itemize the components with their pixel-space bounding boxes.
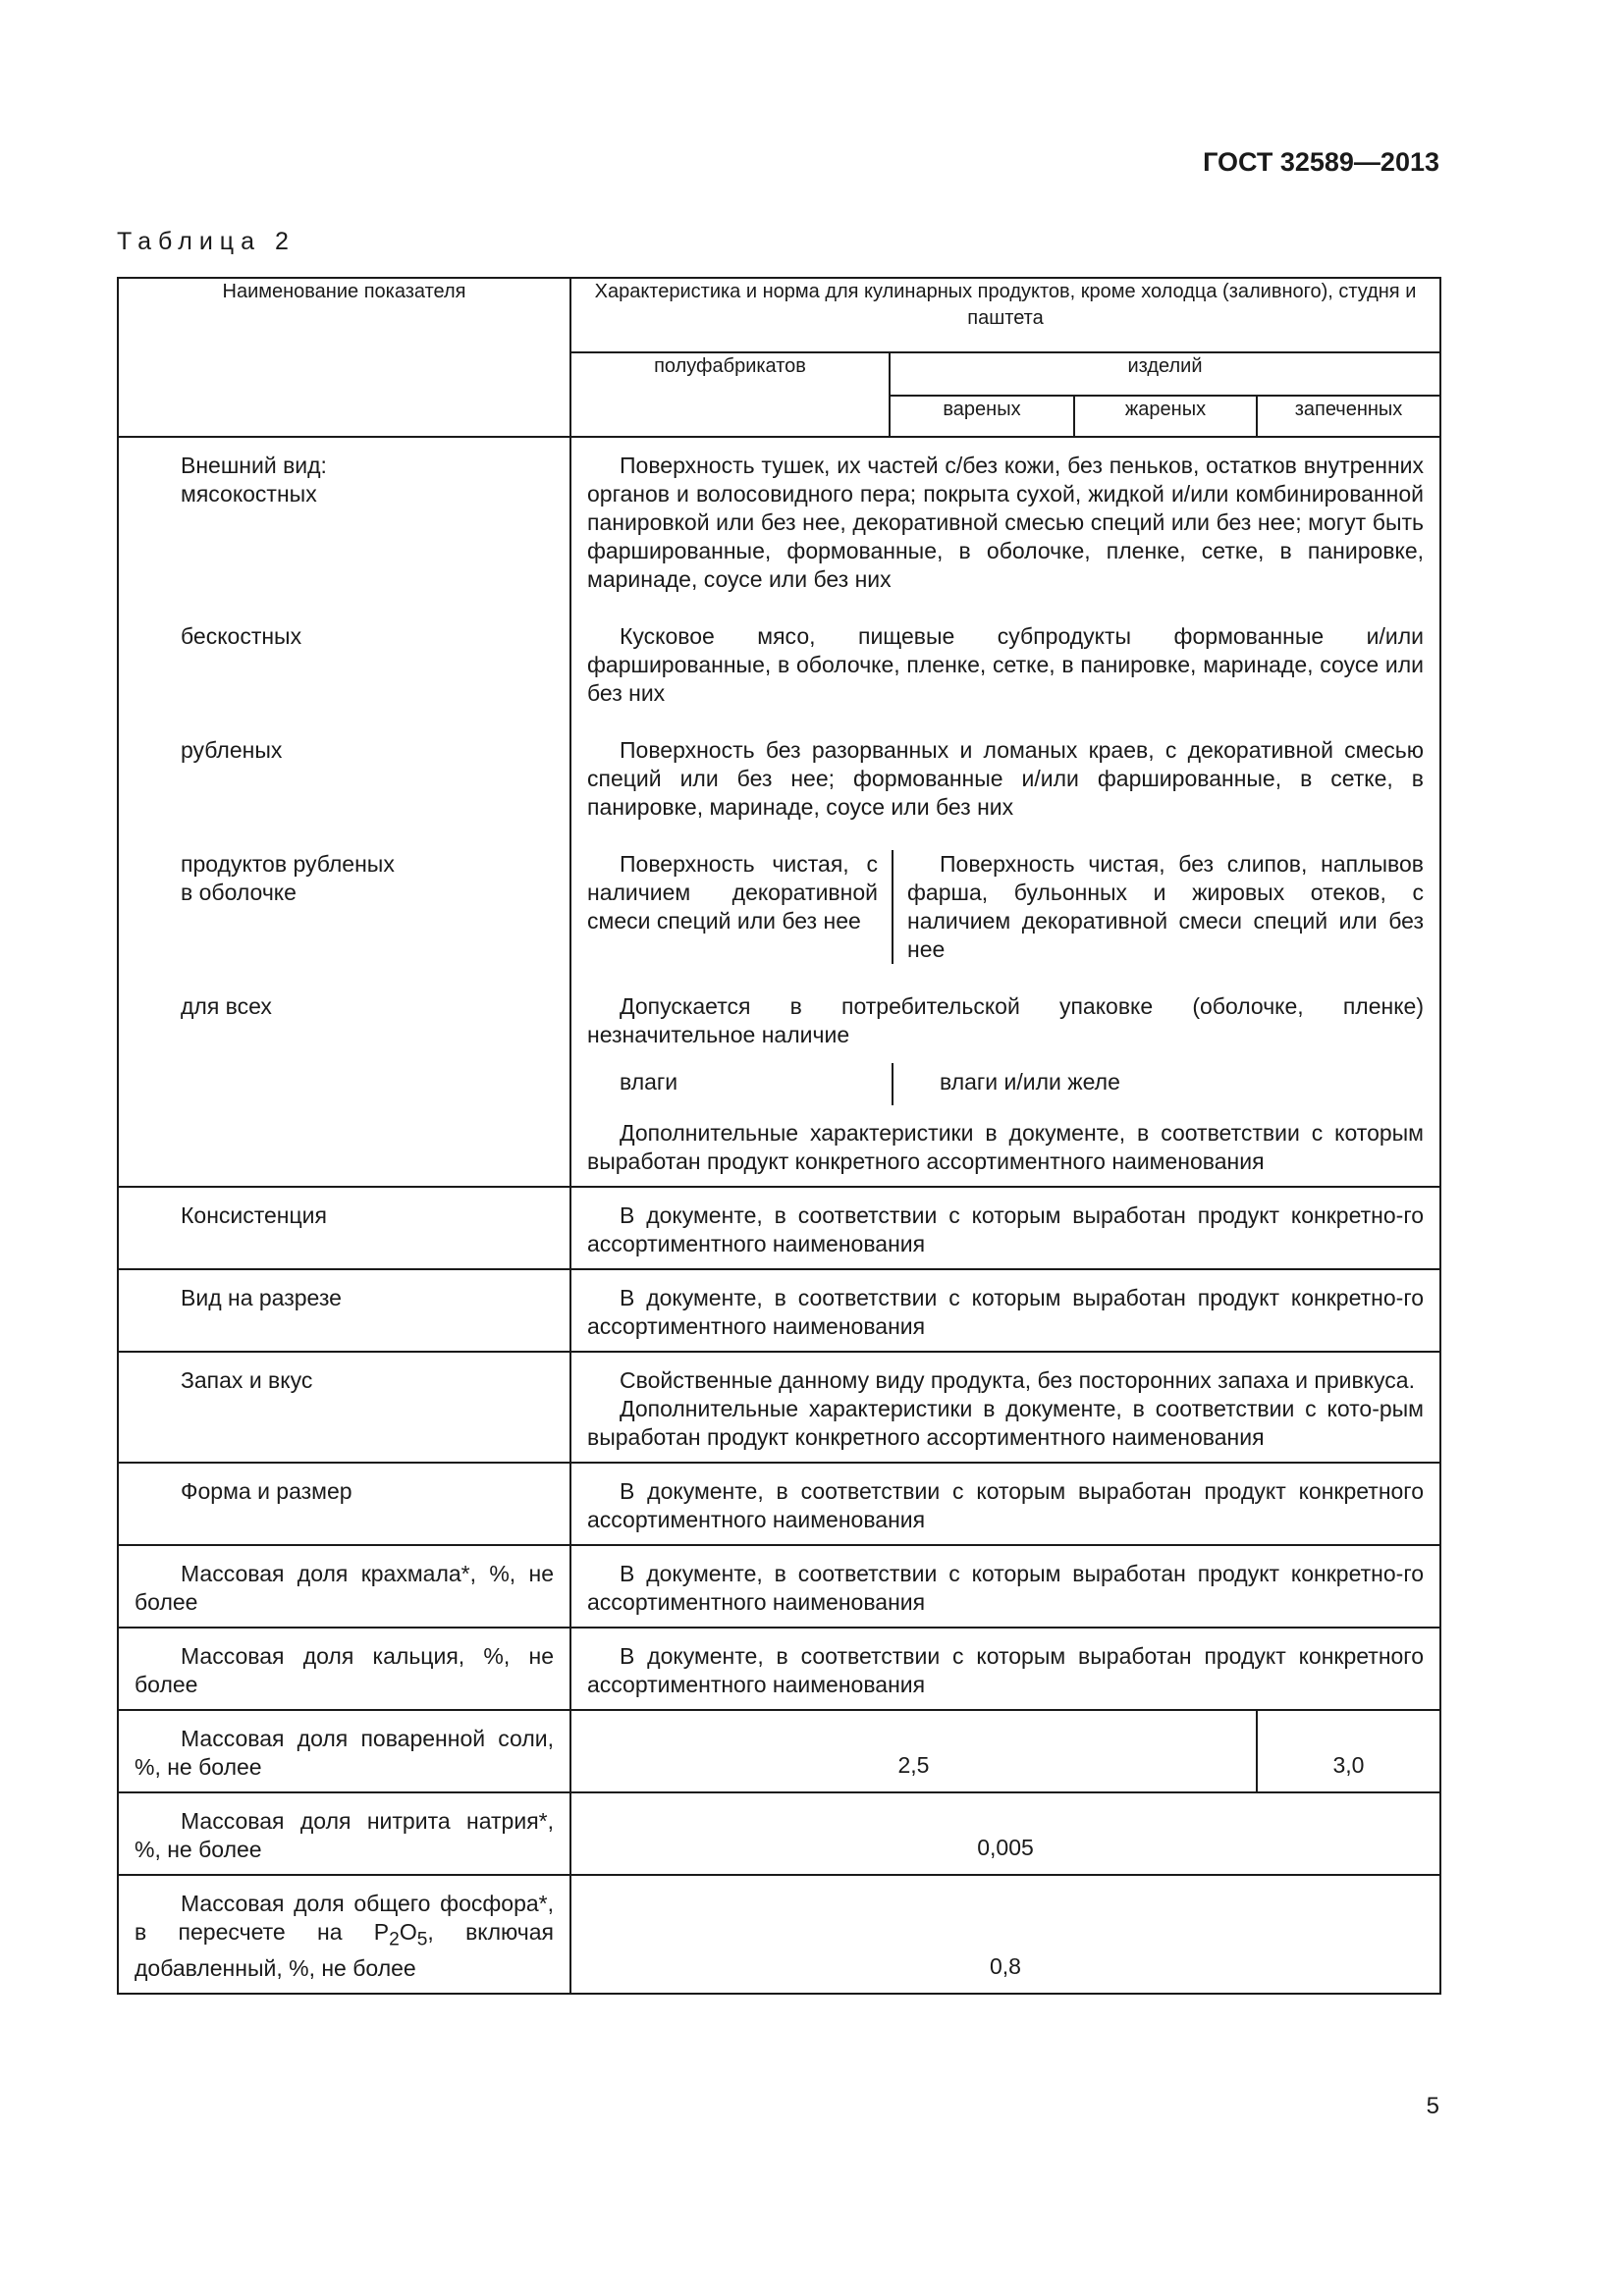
value-nitrite: 0,005 xyxy=(570,1792,1440,1875)
value-phosphorus: 0,8 xyxy=(570,1875,1440,1994)
header-fried: жареных xyxy=(1074,396,1257,437)
document-code: ГОСТ 32589—2013 xyxy=(1203,147,1439,177)
page-number: 5 xyxy=(1426,2093,1439,2119)
row-cross-section xyxy=(118,1269,1440,1352)
split-all xyxy=(587,1063,1424,1105)
label-boneless: бескостных xyxy=(181,623,302,649)
label-smell-taste: Запах и вкус xyxy=(181,1367,313,1393)
row-appearance xyxy=(118,437,1440,1187)
label-salt: Массовая доля поваренной соли, %, не более xyxy=(135,1726,554,1780)
text-bone-in: Поверхность тушек, их частей с/без кожи, без пеньков, остатков внутренних органов и волосовидного пера; покрыта сухой, жидкой и/или комбинированной панировкой или без нее, декоративной смесью специй или без нее; могут быть фаршированные, формованные, в оболочке, пленке, сетке, в панировке, маринаде, соусе или без них xyxy=(587,453,1424,592)
text-all-semi: влаги xyxy=(620,1069,678,1095)
label-all: для всех xyxy=(181,993,272,1019)
text-smell-taste-1: Свойственные данному виду продукта, без посторонних запаха и привкуса. xyxy=(620,1367,1415,1393)
header-products: изделий xyxy=(890,352,1440,396)
header-semi-finished: полуфабрикатов xyxy=(570,352,890,437)
label-shape-size: Форма и размер xyxy=(181,1478,352,1504)
text-smell-taste-2: Дополнительные характеристики в документе, в соответствии с кото-рым выработан продукт конкретного ассортиментного наименования xyxy=(587,1396,1424,1450)
label-starch: Массовая доля крахмала*, %, не более xyxy=(135,1561,554,1615)
text-cased-products: Поверхность чистая, без слипов, наплывов фарша, бульонных и жировых отеков, с наличием декоративной смеси специй или без нее xyxy=(907,851,1424,962)
text-minced: Поверхность без разорванных и ломаных краев, с декоративной смесью специй или без нее; формованные и/или фаршированные, в сетке, в панировке, маринаде, соусе или без них xyxy=(587,737,1424,820)
text-cross-section: В документе, в соответствии с которым выработан продукт конкретно-го ассортиментного наименования xyxy=(587,1285,1424,1339)
table-title: Таблица 2 xyxy=(117,228,296,255)
label-consistency: Консистенция xyxy=(181,1202,327,1228)
text-all: Допускается в потребительской упаковке (оболочке, пленке) незначительное наличие xyxy=(587,993,1424,1047)
text-calcium: В документе, в соответствии с которым выработан продукт конкретного ассортиментного наименования xyxy=(587,1643,1424,1697)
label-nitrite: Массовая доля нитрита натрия*, %, не более xyxy=(135,1808,554,1862)
label-cased-minced-1: продуктов рубленых xyxy=(181,851,395,877)
cell-appearance-values xyxy=(570,437,1440,1187)
text-starch: В документе, в соответствии с которым выработан продукт конкретно-го ассортиментного наименования xyxy=(587,1561,1424,1615)
row-calcium xyxy=(118,1628,1440,1710)
row-starch xyxy=(118,1545,1440,1628)
header-row-1 xyxy=(118,278,1440,352)
row-phosphorus xyxy=(118,1875,1440,1994)
row-shape-size xyxy=(118,1463,1440,1545)
row-salt xyxy=(118,1710,1440,1792)
value-salt-1: 2,5 xyxy=(570,1710,1257,1792)
text-shape-size: В документе, в соответствии с которым выработан продукт конкретного ассортиментного наименования xyxy=(587,1478,1424,1532)
header-indicator-name: Наименование показателя xyxy=(118,278,570,437)
label-cross-section: Вид на разрезе xyxy=(181,1285,342,1310)
label-bone-in: мясокостных xyxy=(181,481,317,507)
header-baked: запеченных xyxy=(1257,396,1440,437)
split-cased xyxy=(587,850,1424,964)
label-phosphorus: Массовая доля общего фосфора*, в пересчете на $P_2O_5$, включая добавленный, %, не более xyxy=(135,1891,554,1981)
row-smell-taste xyxy=(118,1352,1440,1463)
text-boneless: Кусковое мясо, пищевые субпродукты формованные и/или фаршированные, в оболочке, пленке, сетке, в панировке, маринаде, соусе или без них xyxy=(587,623,1424,706)
row-consistency xyxy=(118,1187,1440,1269)
specification-table xyxy=(117,277,1441,1995)
label-minced: рубленых xyxy=(181,737,283,763)
label-calcium: Массовая доля кальция, %, не более xyxy=(135,1643,554,1697)
cell-appearance-labels xyxy=(118,437,570,1187)
header-boiled: вареных xyxy=(890,396,1074,437)
value-salt-2: 3,0 xyxy=(1257,1710,1440,1792)
appearance-title: Внешний вид: xyxy=(181,453,327,478)
header-characteristics: Характеристика и норма для кулинарных продуктов, кроме холодца (заливного), студня и паштета xyxy=(570,278,1440,352)
text-cased-semi: Поверхность чистая, с наличием декоративной смеси специй или без нее xyxy=(587,851,878,934)
text-all-products: влаги и/или желе xyxy=(940,1069,1120,1095)
label-cased-minced-2: в оболочке xyxy=(181,880,297,905)
row-nitrite xyxy=(118,1792,1440,1875)
text-consistency: В документе, в соответствии с которым выработан продукт конкретно-го ассортиментного наименования xyxy=(587,1202,1424,1256)
text-all-extra: Дополнительные характеристики в документе, в соответствии с которым выработан продукт конкретного ассортиментного наименования xyxy=(587,1120,1424,1174)
